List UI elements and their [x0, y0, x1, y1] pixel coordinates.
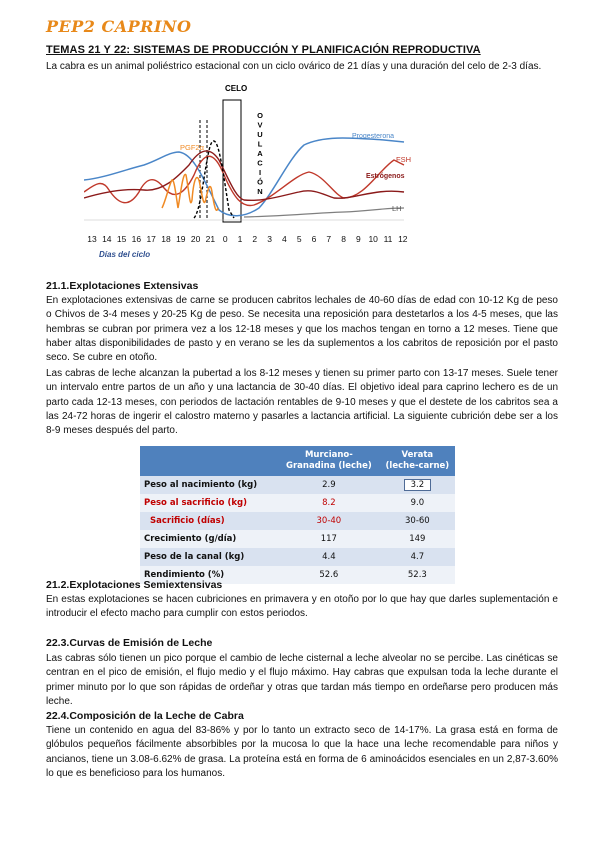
table-row-label: Rendimiento (%) [140, 566, 278, 584]
x-tick-label: 17 [146, 234, 156, 244]
table-cell: 52.3 [380, 566, 455, 584]
table-header-verata: Verata (leche-carne) [380, 446, 455, 476]
table-header-empty [140, 446, 278, 476]
x-axis-title: Días del ciclo [99, 250, 151, 259]
breed-comparison-table [140, 446, 455, 584]
section-title: TEMAS 21 Y 22: SISTEMAS DE PRODUCCIÓN Y PLANIFICACIÓN REPRODUCTIVA [46, 44, 481, 56]
s2-paragraph-1: En estas explotaciones se hacen cubriciones en primavera y en otoño por lo que hay que darles suplementación e introducir el efecto macho para cumplir con estos periodos. [46, 594, 558, 620]
table-cell [380, 476, 455, 494]
table-row [140, 512, 455, 530]
table-header-murciano: Murciano-Granadina (leche) [278, 446, 380, 476]
table-cell: 52.6 [278, 566, 380, 584]
table-cell: 30-60 [380, 512, 455, 530]
lh-label: LH [392, 204, 402, 213]
s1-heading: 21.1.Explotaciones Extensivas [46, 280, 199, 292]
x-tick-label: 11 [383, 234, 393, 244]
intro-paragraph: La cabra es un animal poliéstrico estacional con un ciclo ovárico de 21 días y una duración del celo de 2-3 días. [46, 61, 542, 72]
table-row-label: Peso al nacimiento (kg) [140, 476, 278, 494]
x-tick-label: 1 [237, 234, 243, 244]
x-tick-label: 20 [190, 234, 201, 244]
fsh-curve [84, 156, 404, 205]
x-tick-label: 7 [326, 234, 332, 244]
s4-heading: 22.4.Composición de la Leche de Cabra [46, 710, 244, 722]
table-row [140, 530, 455, 548]
s1-paragraph-1: En explotaciones extensivas de carne se producen cabritos lechales de 40-60 días de edad con 10-12 Kg de peso o Chivos de 3-4 meses y 20-25 Kg de peso. Se necesita una reposición para destetarlos a los 4-5 meses, que las hembras se cubran por primera vez a los 12-18 meses y que los machos tengan en torno a 12 meses. Tiene que haber altas disponibilidades de pasto y en verano se les da suplementos a los cabritos de reposición por el pasto seco. Se cubre en otoño. [46, 295, 558, 364]
table-cell: 4.7 [380, 548, 455, 566]
celo-label: CELO [225, 84, 248, 93]
s4-paragraph-1: Tiene un contenido en agua del 83-86% y por lo tanto un extracto seco de 14-17%. La grasa está en forma de glóbulos pequeños fácilmente absorbibles por la mucosa lo que la hace una leche recomendable para niños y ancianos, tiene un 3.08-6.62% de grasa. La proteína está en forma de 6 aminoácidos esenciales en un 2,87-3.60% lo que es beneficioso para los humanos. [46, 725, 558, 779]
ovulacion-label [257, 111, 263, 196]
ovulacion-letter: V [257, 120, 263, 130]
celo-box [223, 100, 241, 222]
table-cell: 117 [278, 530, 380, 548]
ovulacion-letter: N [257, 187, 263, 196]
document-header: PEP2 CAPRINO [46, 17, 192, 36]
table-row [140, 494, 455, 512]
x-tick-label: 19 [176, 234, 186, 244]
x-tick-label: 16 [131, 234, 142, 244]
ovulacion-letter: I [258, 168, 262, 177]
x-tick-label: 2 [252, 234, 258, 244]
table-header-row [140, 446, 455, 476]
table-cell: 149 [380, 530, 455, 548]
x-tick-label: 13 [87, 234, 97, 244]
s2-heading: 21.2.Explotaciones Semiextensivas [46, 579, 223, 591]
x-tick-label: 8 [341, 234, 346, 244]
s3-heading: 22.3.Curvas de Emisión de Leche [46, 637, 213, 649]
hormone-cycle-figure [84, 80, 424, 265]
pgf2a-label: PGF2α [180, 143, 204, 152]
table-cell: 30-40 [278, 512, 380, 530]
fsh-label: FSH [396, 155, 411, 164]
table-row-label: Sacrificio (días) [140, 512, 278, 530]
estrogenos-curve [84, 151, 404, 200]
progesterona-label: Progesterona [352, 133, 395, 140]
x-tick-label: 9 [356, 234, 361, 244]
ovulacion-letter: U [257, 130, 263, 139]
table-row-label: Crecimiento (g/día) [140, 530, 278, 548]
x-tick-label: 12 [398, 234, 408, 244]
table-cell: 4.4 [278, 548, 380, 566]
estrogenos-label: Estrógenos [366, 173, 405, 180]
x-tick-label: 5 [296, 234, 302, 244]
s3-paragraph-1: Las cabras sólo tienen un pico porque el cambio de leche cisternal a leche alveolar no se percibe. Las cinéticas se centran en el pico de emisión, el flujo medio y el flujo máximo. Hay cabras que expulsan toda la leche durante el primer minuto por lo que son rápidas de ordeñar y otras que tardan más tiempo en ordeñarse pero producen más leche. [46, 653, 558, 707]
x-tick-label: 6 [311, 234, 317, 244]
ovulacion-letter: A [257, 149, 263, 158]
ovulacion-letter: O [257, 111, 263, 120]
x-axis-ticks [87, 234, 408, 244]
x-tick-label: 10 [368, 234, 378, 244]
x-tick-label: 0 [222, 234, 228, 244]
lh-curve [244, 208, 404, 217]
ovulacion-letter: L [257, 139, 263, 149]
table-cell-boxed: 3.2 [404, 479, 432, 491]
hormone-cycle-svg [84, 80, 424, 265]
table-row-label: Peso de la canal (kg) [140, 548, 278, 566]
table-cell: 9.0 [380, 494, 455, 512]
ovulacion-letter: Ó [257, 177, 263, 187]
table-row [140, 476, 455, 494]
table-cell: 8.2 [278, 494, 380, 512]
x-tick-label: 4 [282, 234, 287, 244]
table-row-label: Peso al sacrificio (kg) [140, 494, 278, 512]
x-tick-label: 3 [267, 234, 272, 244]
x-tick-label: 14 [102, 234, 112, 244]
x-tick-label: 15 [116, 234, 127, 244]
table-row [140, 548, 455, 566]
s1-paragraph-2: Las cabras de leche alcanzan la pubertad a los 8-12 meses y tienen su primer parto con 13-17 meses. Suele tener un intervalo entre partos de un año y una lactancia de 30-40 días. El objetivo ideal para caprino lechero es de un parto cada 12-13 meses, con periodos de lactación rentables de 9-10 meses y que el destete de los cabritos sea a las 24-72 horas de ingerir el calostro materno y pasarles a lactancia artificial. La siguiente cubrición debe ser a los 8-9 meses después del parto. [46, 368, 558, 437]
x-tick-label: 21 [205, 234, 216, 244]
table-cell: 2.9 [278, 476, 380, 494]
x-tick-label: 18 [161, 234, 171, 244]
ovulacion-letter: C [257, 158, 263, 168]
